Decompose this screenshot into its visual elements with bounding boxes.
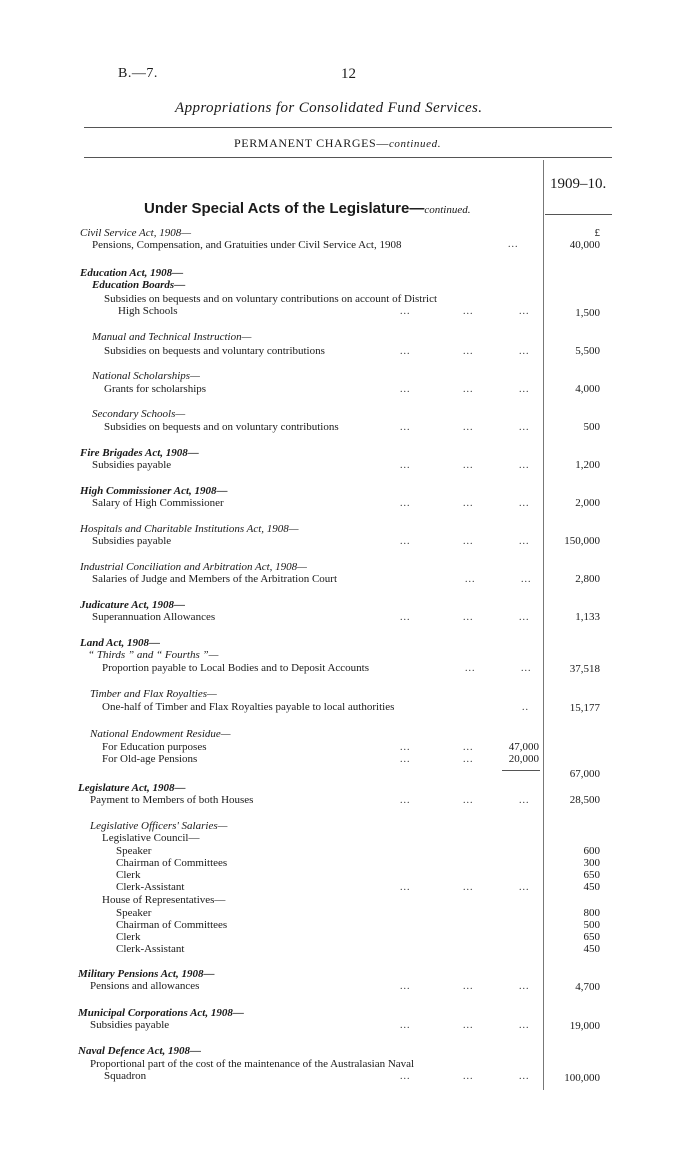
secondary-schools-item: Subsidies on bequests and on voluntary contributions bbox=[104, 421, 339, 433]
timber-flax-item: One-half of Timber and Flax Royalties payable to local authorities bbox=[102, 701, 395, 713]
leader-dots: ... ... ... bbox=[400, 1071, 530, 1082]
judicature-item: Superannuation Allowances bbox=[92, 611, 216, 623]
house-clerk-assistant-amount: 450 bbox=[583, 943, 600, 955]
thirds-fourths-heading: “ Thirds ” and “ Fourths ”— bbox=[88, 649, 219, 661]
legislature-amount: 28,500 bbox=[569, 794, 600, 806]
education-boards-item-line2: High Schools bbox=[118, 305, 178, 317]
legislative-council-heading: Legislative Council— bbox=[102, 832, 200, 844]
endowment-education: For Education purposes bbox=[102, 741, 207, 753]
leader-dots: ... bbox=[508, 239, 519, 250]
industrial-item: Salaries of Judge and Members of the Arbitration Court bbox=[92, 573, 338, 585]
house-chairman: Chairman of Committees bbox=[116, 919, 228, 931]
council-speaker-amount: 600 bbox=[583, 845, 600, 857]
high-commissioner-act: High Commissioner Act, 1908— bbox=[80, 485, 228, 497]
leader-dots: ... ... ... bbox=[400, 306, 530, 317]
council-clerk-assistant: Clerk-Assistant bbox=[116, 881, 185, 893]
national-endowment-heading: National Endowment Residue— bbox=[90, 728, 231, 740]
endowment-total-amount: 67,000 bbox=[569, 768, 600, 780]
leader-dots: .. bbox=[522, 702, 529, 713]
house-clerk-amount: 650 bbox=[583, 931, 600, 943]
leader-dots: ... ... ... bbox=[400, 536, 530, 547]
subtitle-continued: continued. bbox=[388, 138, 442, 150]
council-chairman-amount: 300 bbox=[583, 857, 600, 869]
thirds-fourths-item: Proportion payable to Local Bodies and to Deposit Accounts bbox=[102, 662, 370, 674]
house-chairman-amount: 500 bbox=[583, 919, 600, 931]
civil-service-act: Civil Service Act, 1908— bbox=[80, 227, 191, 239]
timber-flax-heading: Timber and Flax Royalties— bbox=[90, 688, 217, 700]
secondary-schools-heading: Secondary Schools— bbox=[92, 408, 186, 420]
year-rule bbox=[545, 214, 612, 215]
leader-dots: ... ... ... bbox=[400, 981, 530, 992]
subtitle-main: PERMANENT CHARGES— bbox=[234, 136, 389, 150]
house-representatives-heading: House of Representatives— bbox=[102, 894, 226, 906]
council-speaker: Speaker bbox=[116, 845, 152, 857]
year-header: 1909–10. bbox=[550, 176, 607, 192]
subtotal-rule bbox=[502, 770, 540, 771]
national-scholarships-amount: 4,000 bbox=[575, 383, 600, 395]
legislature-item: Payment to Members of both Houses bbox=[90, 794, 254, 806]
leader-dots: ... ... ... bbox=[400, 422, 530, 433]
endowment-education-amount: 47,000 bbox=[508, 741, 539, 753]
house-speaker: Speaker bbox=[116, 907, 152, 919]
naval-defence-act: Naval Defence Act, 1908— bbox=[78, 1045, 202, 1057]
leader-dots: ... ... bbox=[465, 663, 532, 674]
leader-dots: ... ... ... bbox=[400, 612, 530, 623]
timber-flax-amount: 15,177 bbox=[569, 702, 600, 714]
leader-dots: ... ... ... bbox=[400, 460, 530, 471]
section-heading-main: Under Special Acts of the Legislature— bbox=[144, 200, 425, 217]
naval-defence-amount: 100,000 bbox=[564, 1072, 600, 1084]
leader-dots: ... ... ... bbox=[400, 498, 530, 509]
document-code: B.—7. bbox=[118, 66, 158, 81]
house-clerk-assistant: Clerk-Assistant bbox=[116, 943, 185, 955]
page-number: 12 bbox=[341, 66, 356, 82]
municipal-corporations-item: Subsidies payable bbox=[90, 1019, 170, 1031]
leader-dots: ... ... bbox=[465, 574, 532, 585]
title-rule bbox=[84, 127, 612, 128]
municipal-corporations-act: Municipal Corporations Act, 1908— bbox=[78, 1007, 244, 1019]
industrial-amount: 2,800 bbox=[575, 573, 600, 585]
hospitals-amount: 150,000 bbox=[564, 535, 600, 547]
legislature-act: Legislature Act, 1908— bbox=[78, 782, 186, 794]
subtitle-rule bbox=[84, 157, 612, 158]
council-chairman: Chairman of Committees bbox=[116, 857, 228, 869]
fire-brigades-item: Subsidies payable bbox=[92, 459, 172, 471]
manual-technical-amount: 5,500 bbox=[575, 345, 600, 357]
high-commissioner-item: Salary of High Commissioner bbox=[92, 497, 224, 509]
manual-technical-item: Subsidies on bequests and voluntary contributions bbox=[104, 345, 325, 357]
naval-defence-item-line1: Proportional part of the cost of the maintenance of the Australasian Naval bbox=[90, 1058, 415, 1070]
judicature-amount: 1,133 bbox=[575, 611, 600, 623]
leader-dots: ... ... bbox=[400, 754, 474, 765]
judicature-act: Judicature Act, 1908— bbox=[80, 599, 186, 611]
leader-dots: ... ... bbox=[400, 742, 474, 753]
council-clerk-assistant-amount: 450 bbox=[583, 881, 600, 893]
national-scholarships-heading: National Scholarships— bbox=[92, 370, 200, 382]
national-scholarships-item: Grants for scholarships bbox=[104, 383, 207, 395]
education-boards: Education Boards— bbox=[92, 279, 186, 291]
leader-dots: ... ... ... bbox=[400, 1020, 530, 1031]
section-heading-continued: continued. bbox=[424, 204, 471, 216]
leader-dots: ... ... ... bbox=[400, 882, 530, 893]
civil-service-amount: 40,000 bbox=[569, 239, 600, 251]
high-commissioner-amount: 2,000 bbox=[575, 497, 600, 509]
page-title: Appropriations for Consolidated Fund Services. bbox=[175, 100, 483, 116]
house-speaker-amount: 800 bbox=[583, 907, 600, 919]
education-boards-item-line1: Subsidies on bequests and on voluntary contributions on account of District bbox=[104, 293, 438, 305]
leader-dots: ... ... ... bbox=[400, 384, 530, 395]
currency-symbol: £ bbox=[594, 227, 600, 239]
fire-brigades-amount: 1,200 bbox=[575, 459, 600, 471]
secondary-schools-amount: 500 bbox=[583, 421, 600, 433]
leader-dots: ... ... ... bbox=[400, 346, 530, 357]
section-heading bbox=[144, 200, 470, 217]
military-pensions-act: Military Pensions Act, 1908— bbox=[78, 968, 215, 980]
endowment-old-age-amount: 20,000 bbox=[508, 753, 539, 765]
education-boards-amount: 1,500 bbox=[575, 307, 600, 319]
hospitals-act: Hospitals and Charitable Institutions Act, 1908— bbox=[80, 523, 299, 535]
legislative-officers-heading: Legislative Officers' Salaries— bbox=[90, 820, 228, 832]
leader-dots: ... ... ... bbox=[400, 795, 530, 806]
military-pensions-item: Pensions and allowances bbox=[90, 980, 200, 992]
fire-brigades-act: Fire Brigades Act, 1908— bbox=[80, 447, 199, 459]
education-act: Education Act, 1908— bbox=[80, 267, 184, 279]
section-subtitle bbox=[234, 136, 441, 151]
thirds-fourths-amount: 37,518 bbox=[569, 663, 600, 675]
naval-defence-item-line2: Squadron bbox=[104, 1070, 147, 1082]
municipal-corporations-amount: 19,000 bbox=[569, 1020, 600, 1032]
civil-service-item: Pensions, Compensation, and Gratuities under Civil Service Act, 1908 bbox=[92, 239, 402, 251]
industrial-act: Industrial Conciliation and Arbitration Act, 1908— bbox=[80, 561, 307, 573]
council-clerk-amount: 650 bbox=[583, 869, 600, 881]
house-clerk: Clerk bbox=[116, 931, 141, 943]
land-act: Land Act, 1908— bbox=[80, 637, 160, 649]
council-clerk: Clerk bbox=[116, 869, 141, 881]
hospitals-item: Subsidies payable bbox=[92, 535, 172, 547]
manual-technical-heading: Manual and Technical Instruction— bbox=[92, 331, 252, 343]
military-pensions-amount: 4,700 bbox=[575, 981, 600, 993]
endowment-old-age: For Old-age Pensions bbox=[102, 753, 198, 765]
